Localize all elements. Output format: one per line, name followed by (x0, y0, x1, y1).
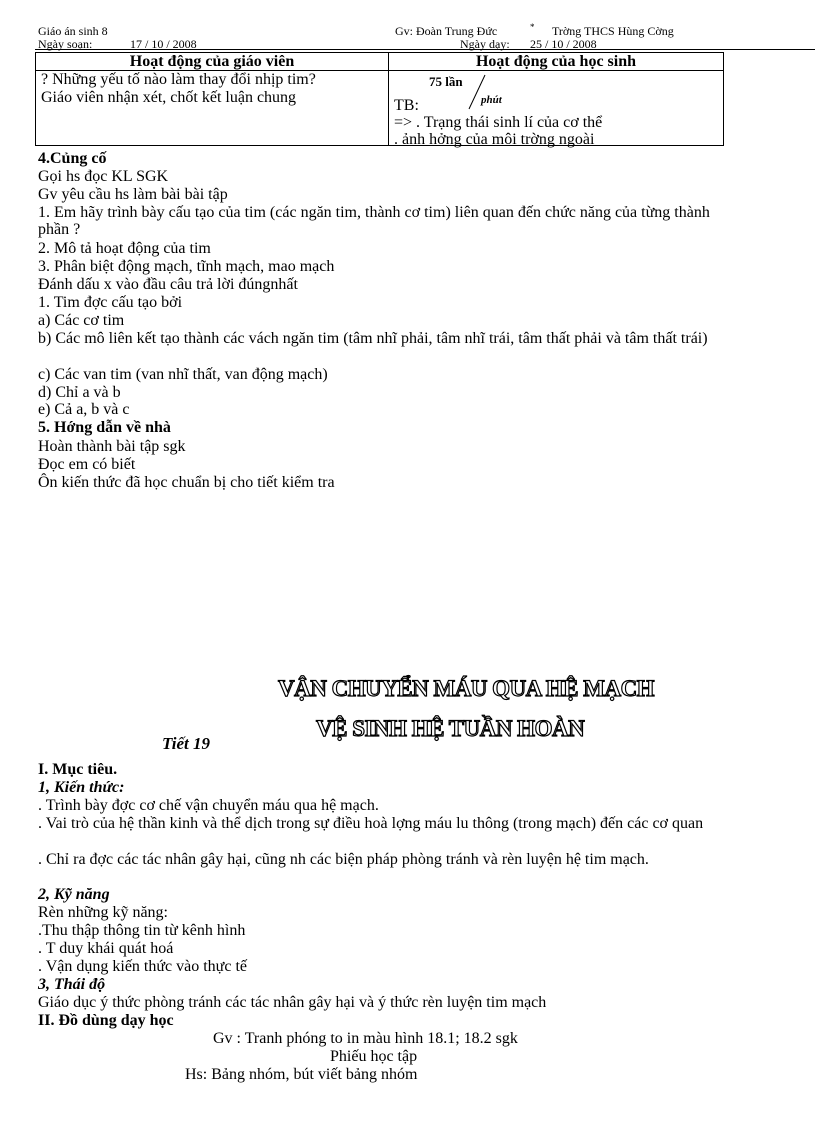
student-materials: Hs: Bảng nhóm, bút viết bảng nhóm (185, 1066, 418, 1083)
factor-physiology: => . Trạng thái sinh lí của cơ thể (394, 114, 603, 131)
answer-d: d) Chỉ a và b (38, 384, 121, 401)
answer-c: c) Các van tim (van nhĩ thất, van động mạch) (38, 366, 328, 383)
lesson-title-line-2: VỆ SINH HỆ TUẦN HOÀN (316, 716, 585, 741)
attitude-title: 3, Thái độ (38, 976, 106, 993)
skills-title: 2, Kỹ năng (38, 886, 110, 903)
section-4-title: 4.Củng cố (38, 150, 107, 167)
teacher-conclusion: Giáo viên nhận xét, chốt kết luận chung (41, 89, 297, 106)
knowledge-line: . Chỉ ra đợc các tác nhân gây hại, cũng nh các biện pháp phòng tránh và rèn luyện hệ tim mạch. (38, 851, 649, 868)
knowledge-line: . Trình bày đợc cơ chế vận chuyển máu qua hệ mạch. (38, 797, 379, 814)
section-4-line: 3. Phân biệt động mạch, tĩnh mạch, mao mạch (38, 258, 335, 275)
teacher-materials: Gv : Tranh phóng to in màu hình 18.1; 18.2 sgk (213, 1030, 518, 1047)
activity-table (35, 52, 724, 146)
worksheet-label: Phiếu học tập (330, 1048, 418, 1065)
skills-line: .Thu thập thông tin từ kênh hình (38, 922, 246, 939)
answer-e: e) Cả a, b và c (38, 401, 130, 418)
section-5-title: 5. Hớng dẫn về nhà (38, 419, 171, 436)
school-name: Trờng THCS Hùng Cờng (552, 24, 674, 38)
teacher-name: Gv: Đoàn Trung Đức (395, 24, 498, 38)
header-rule (35, 49, 815, 50)
star-mark: * (530, 22, 535, 32)
section-4-line: Gv yêu cầu hs làm bài bài tập (38, 186, 228, 203)
student-activity-header: Hoạt động của học sinh (389, 53, 724, 71)
teacher-question: ? Những yếu tố nào làm thay đổi nhịp tim? (41, 71, 316, 88)
section-4-line: 1. Em hãy trình bày cấu tạo của tim (các ngăn tim, thành cơ tim) liên quan đến chức năng của từng thành phần ? (38, 204, 710, 238)
skills-line: Rèn những kỹ năng: (38, 904, 168, 921)
homework-line: Đọc em có biết (38, 456, 136, 473)
answer-b: b) Các mô liên kết tạo thành các vách ngăn tim (tâm nhĩ phải, tâm nhĩ trái, tâm thất phải và tâm thất trái) (38, 330, 708, 347)
section-4-line: 2. Mô tả hoạt động của tim (38, 240, 211, 257)
heart-rate-unit: phút (481, 94, 502, 106)
teacher-activity-header: Hoạt động của giáo viên (36, 53, 389, 71)
section-4-line: Đánh dấu x vào đầu câu trả lời đúngnhất (38, 276, 298, 293)
objectives-title: I. Mục tiêu. (38, 761, 118, 778)
question-line: 1. Tim đợc cấu tạo bởi (38, 294, 183, 311)
homework-line: Hoàn thành bài tập sgk (38, 438, 186, 455)
student-activity-cell (389, 71, 724, 146)
knowledge-title: 1, Kiến thức: (38, 779, 125, 796)
homework-line: Ôn kiến thức đã học chuẩn bị cho tiết kiểm tra (38, 474, 335, 491)
skills-line: . Vận dụng kiến thức vào thực tế (38, 958, 247, 975)
prepare-date-label: Ngày soạn: (38, 37, 93, 51)
factor-environment: . ảnh hởng của môi trờng ngoài (394, 131, 595, 148)
teacher-activity-cell (36, 71, 389, 146)
attitude-line: Giáo dục ý thức phòng tránh các tác nhân gây hại và ý thức rèn luyện tim mạch (38, 994, 547, 1011)
skills-line: . T duy khái quát hoá (38, 940, 174, 957)
average-label: TB: (394, 97, 419, 114)
subject-label: Giáo án sinh 8 (38, 24, 108, 38)
answer-a: a) Các cơ tim (38, 312, 125, 329)
heart-rate-value: 75 lần (429, 74, 463, 89)
prepare-date-value: 17 / 10 / 2008 (130, 37, 197, 51)
teach-date-value: 25 / 10 / 2008 (530, 37, 597, 51)
teach-date-label: Ngày dạy: (460, 37, 510, 51)
knowledge-line: . Vai trò của hệ thần kinh và thể dịch trong sự điều hoà lợng máu lu thông (trong mạch) đến các cơ quan (38, 815, 704, 832)
section-4-line: Gọi hs đọc KL SGK (38, 168, 169, 185)
period-label: Tiết 19 (162, 734, 210, 753)
lesson-title-line-1: VẬN CHUYỂN MÁU QUA HỆ MẠCH (278, 676, 655, 701)
materials-title: II. Đồ dùng dạy học (38, 1012, 174, 1029)
